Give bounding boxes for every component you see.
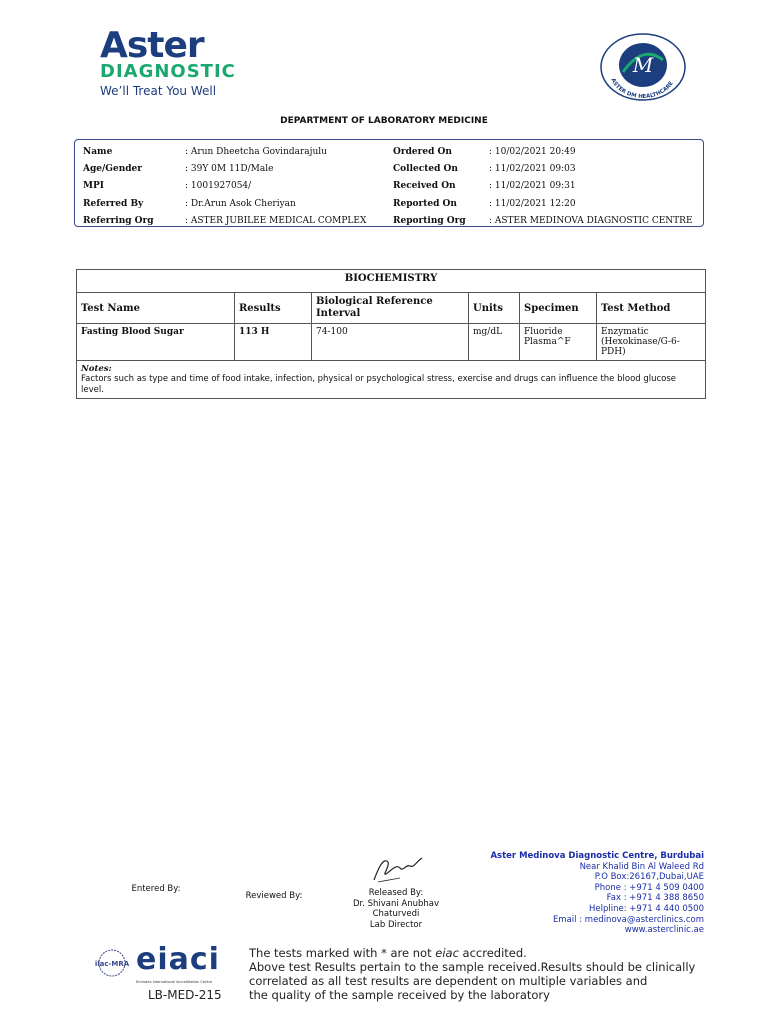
diagnostic-logo-wordmark: DIAGNOSTIC [100, 61, 236, 82]
patient-label-referring-org: Referring Org [83, 216, 154, 226]
aster-dm-healthcare-seal-icon [598, 32, 688, 102]
eiac-wordmark: eiaci [136, 942, 220, 977]
signature-image [370, 852, 426, 886]
ilac-mra-icon [92, 948, 132, 978]
disclaimer-line-1 [249, 946, 739, 960]
patient-label-ordered-on: Ordered On [393, 147, 452, 157]
patient-value-reported-on: : 11/02/2021 12:20 [489, 199, 576, 209]
patient-value-age: : 39Y 0M 11D/Male [185, 164, 274, 174]
column-header-reference-interval: Biological Reference Interval [312, 293, 469, 324]
website-link[interactable]: www.asterclinic.ae [624, 925, 704, 936]
released-by-label: Released By: [368, 888, 424, 898]
patient-value-received-on: : 11/02/2021 09:31 [489, 181, 576, 191]
entered-by-label: Entered By: [131, 884, 181, 894]
patient-label-collected-on: Collected On [393, 164, 458, 174]
table-header-row [77, 293, 706, 324]
section-title: BIOCHEMISTRY [77, 270, 706, 293]
cell-reference-interval: 74-100 [312, 324, 469, 361]
phone-line: Phone : +971 4 509 0400 [594, 882, 704, 893]
results-table [76, 269, 706, 399]
centre-address-block [430, 851, 704, 936]
accreditation-number: LB-MED-215 [148, 988, 222, 1002]
logo-tagline: We’ll Treat You Well [100, 84, 217, 98]
column-header-test-method: Test Method [597, 293, 706, 324]
cell-test-method: Enzymatic (Hexokinase/G-6-PDH) [597, 324, 706, 361]
reviewed-by-label: Reviewed By: [245, 891, 303, 901]
patient-value-name: : Arun Dheetcha Govindarajulu [185, 147, 327, 157]
patient-value-referring-org: : ASTER JUBILEE MEDICAL COMPLEX [185, 216, 367, 226]
notes-label: Notes: [81, 364, 112, 374]
seal-text: ASTER DM HEALTHCARE [609, 77, 675, 101]
fax-line: Fax : +971 4 388 8650 [606, 893, 704, 904]
column-header-units: Units [469, 293, 520, 324]
table-row [77, 324, 706, 361]
patient-value-mpi: : 1001927054/ [185, 181, 252, 191]
svg-text:ilac-MRA: ilac-MRA [94, 960, 130, 968]
disclaimer-1-eiac: eiac [435, 946, 459, 960]
eiac-subtitle: Emirates International Accreditation Centre [136, 980, 213, 984]
cell-specimen: Fluoride Plasma^F [520, 324, 597, 361]
aster-logo-wordmark: Aster [100, 25, 204, 66]
releaser-title: Lab Director [369, 919, 423, 930]
patient-label-referred-by: Referred By [83, 199, 144, 209]
patient-value-referred-by: : Dr.Arun Asok Cheriyan [185, 199, 296, 209]
patient-label-reported-on: Reported On [393, 199, 457, 209]
patient-value-collected-on: : 11/02/2021 09:03 [489, 164, 576, 174]
address-line: P.O Box:26167,Dubai,UAE [594, 872, 704, 883]
patient-value-ordered-on: : 10/02/2021 20:49 [489, 147, 576, 157]
disclaimer-line-2: Above test Results pertain to the sample received.Results should be clinically correlated as all test results are dependent on multiple variables and [249, 960, 696, 988]
patient-info-box [74, 139, 704, 227]
notes-cell [77, 361, 706, 399]
column-header-test-name: Test Name [77, 293, 235, 324]
svg-text:M: M [632, 53, 654, 77]
centre-name: Aster Medinova Diagnostic Centre, Burdubai [490, 851, 704, 861]
address-line: Near Khalid Bin Al Waleed Rd [579, 861, 704, 872]
column-header-specimen: Specimen [520, 293, 597, 324]
patient-label-mpi: MPI [83, 181, 104, 191]
department-title: DEPARTMENT OF LABORATORY MEDICINE [280, 116, 488, 126]
eiac-accreditation-logo [92, 942, 237, 1006]
email-link[interactable]: Email : medinova@asterclinics.com [552, 914, 704, 925]
patient-label-received-on: Received On [393, 181, 456, 191]
disclaimer-1-start: The tests marked with * are not [249, 946, 436, 960]
patient-label-age: Age/Gender [83, 164, 143, 174]
disclaimer-text [249, 946, 739, 1002]
helpline-line: Helpline: +971 4 440 0500 [589, 903, 704, 914]
patient-label-name: Name [83, 147, 113, 157]
disclaimer-1-end: accredited. [458, 946, 527, 960]
cell-test-name: Fasting Blood Sugar [77, 324, 235, 361]
releaser-name-line-2: Chaturvedi [372, 909, 420, 919]
patient-label-reporting-org: Reporting Org [393, 216, 466, 226]
disclaimer-line-3: the quality of the sample received by the laboratory [249, 988, 550, 1002]
releaser-name-line-1: Dr. Shivani Anubhav [352, 898, 440, 909]
cell-units: mg/dL [469, 324, 520, 361]
notes-text: Factors such as type and time of food intake, infection, physical or psychological stress, exercise and drugs can influence the blood glucose level. [81, 374, 677, 395]
patient-value-reporting-org: : ASTER MEDINOVA DIAGNOSTIC CENTRE [489, 216, 693, 226]
cell-result: 113 H [235, 324, 312, 361]
column-header-results: Results [235, 293, 312, 324]
